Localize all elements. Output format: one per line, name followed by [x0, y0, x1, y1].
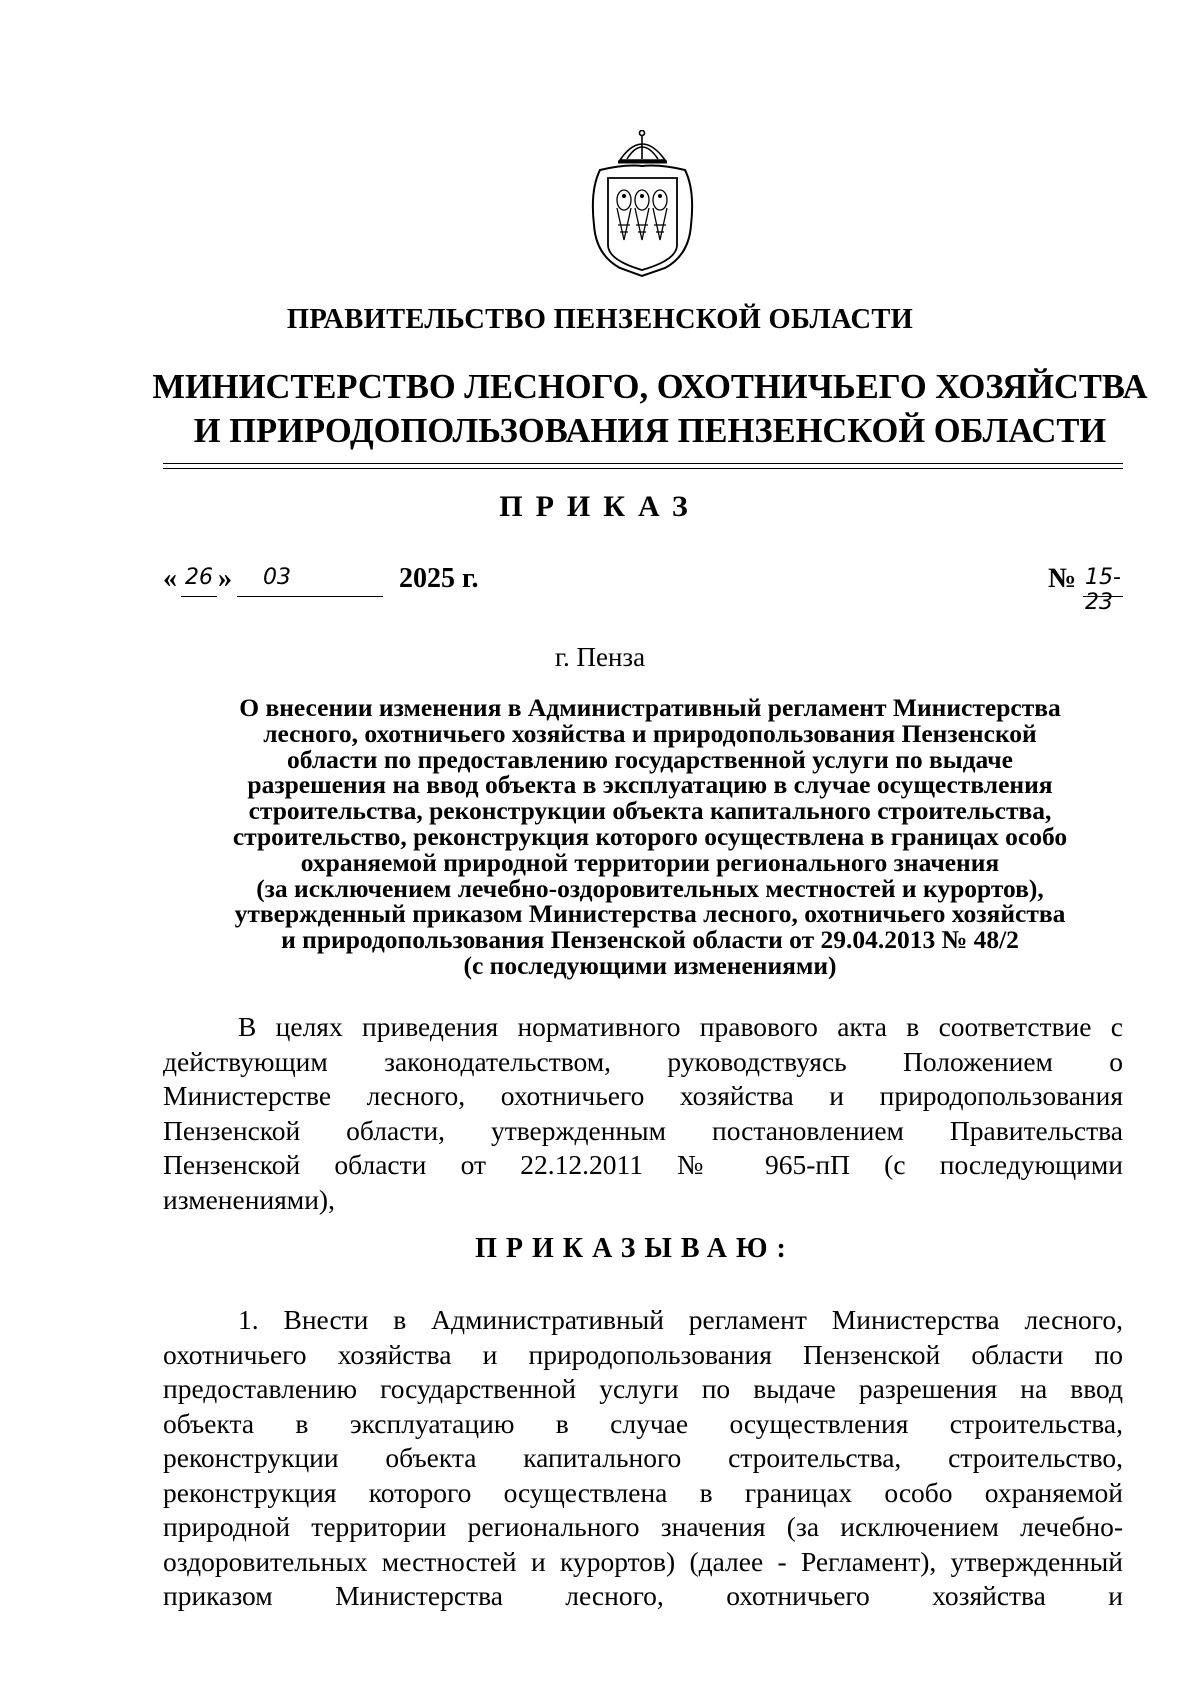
- date-year: 2025 г.: [399, 563, 479, 594]
- paragraph-line: изменениями),: [163, 1183, 335, 1215]
- title-line: строительства, реконструкции объекта капитального строительства,: [248, 796, 1052, 826]
- paragraph-line: приказом Министерства лесного, охотничьего хозяйства и: [163, 1580, 1123, 1611]
- paragraph-line: охотничьего хозяйства и природопользования Пензенской области по: [163, 1338, 1123, 1370]
- date-month: 03: [263, 565, 291, 590]
- open-quote: «: [163, 563, 177, 594]
- month-underline: [237, 596, 383, 597]
- city: г. Пенза: [554, 642, 646, 672]
- header-divider: [163, 463, 1123, 464]
- paragraph-line: реконструкция которого осуществлена в границах особо охраняемой: [163, 1476, 1123, 1508]
- paragraph-line: реконструкции объекта капитального строительства, строительство,: [163, 1442, 1123, 1473]
- title-line: разрешения на ввод объекта в эксплуатацию в случае осуществления: [247, 770, 1053, 800]
- paragraph-line: Пензенской области, утвержденным постановлением Правительства: [163, 1114, 1123, 1146]
- order-number: 15-23: [1085, 565, 1121, 615]
- date-day: 26: [185, 565, 213, 590]
- paragraph-line: природной территории регионального значения (за исключением лечебно-: [163, 1511, 1123, 1542]
- ministry-name: [150, 365, 1150, 453]
- title-line: утвержденный приказом Министерства лесного, охотничьего хозяйства: [234, 899, 1066, 929]
- title-line: охраняемой природной территории регионального значения: [300, 847, 1000, 877]
- paragraph-line: Министерстве лесного, охотничьего хозяйства и природопользования: [163, 1080, 1123, 1111]
- title-line: области по предоставлению государственной услуги по выдаче: [287, 744, 1013, 774]
- close-quote: »: [218, 563, 232, 594]
- coat-of-arms-icon: [580, 130, 705, 280]
- paragraph-line: В целях приведения нормативного правового акта в соответствие с: [238, 1011, 1123, 1042]
- title-line: (с последующими изменениями): [463, 950, 837, 980]
- paragraph-line: оздоровительных местностей и курортов) (далее - Регламент), утвержденный: [163, 1545, 1123, 1577]
- header-divider: [163, 468, 1123, 469]
- date-number-line: [163, 563, 1123, 615]
- document-type: ПРИКАЗ: [499, 490, 701, 523]
- paragraph-line: действующим законодательством, руководствуясь Положением о: [163, 1045, 1123, 1077]
- government-name: ПРАВИТЕЛЬСТВО ПЕНЗЕНСКОЙ ОБЛАСТИ: [286, 304, 914, 335]
- paragraph-line: предоставлению государственной услуги по выдаче разрешения на ввод: [163, 1373, 1123, 1404]
- ministry-line: МИНИСТЕРСТВО ЛЕСНОГО, ОХОТНИЧЬЕГО ХОЗЯЙСТВА: [152, 368, 1148, 406]
- paragraph-line: объекта в эксплуатацию в случае осуществления строительства,: [163, 1407, 1123, 1439]
- item-1-paragraph: [163, 1303, 1123, 1614]
- document-title: [150, 695, 1150, 979]
- order-word: ПРИКАЗЫВАЮ:: [475, 1233, 795, 1264]
- number-underline: [1083, 596, 1123, 597]
- title-line: строительство, реконструкция которого осуществлена в границах особо: [232, 821, 1068, 851]
- title-line: (за исключением лечебно-оздоровительных местностей и курортов),: [256, 873, 1044, 903]
- title-line: лесного, охотничьего хозяйства и природопользования Пензенской: [263, 718, 1037, 748]
- title-line: О внесении изменения в Административный регламент Министерства: [239, 693, 1061, 722]
- paragraph-line: Пензенской области от 22.12.2011 № 965-пП (с последующими: [163, 1149, 1123, 1180]
- day-underline: [181, 596, 217, 597]
- title-line: и природопользования Пензенской области от 29.04.2013 № 48/2: [281, 925, 1019, 955]
- preamble-paragraph: [163, 1010, 1123, 1217]
- paragraph-line: 1. Внести в Административный регламент Министерства лесного,: [238, 1304, 1123, 1335]
- number-sign: №: [1048, 563, 1077, 594]
- ministry-line: И ПРИРОДОПОЛЬЗОВАНИЯ ПЕНЗЕНСКОЙ ОБЛАСТИ: [193, 412, 1107, 450]
